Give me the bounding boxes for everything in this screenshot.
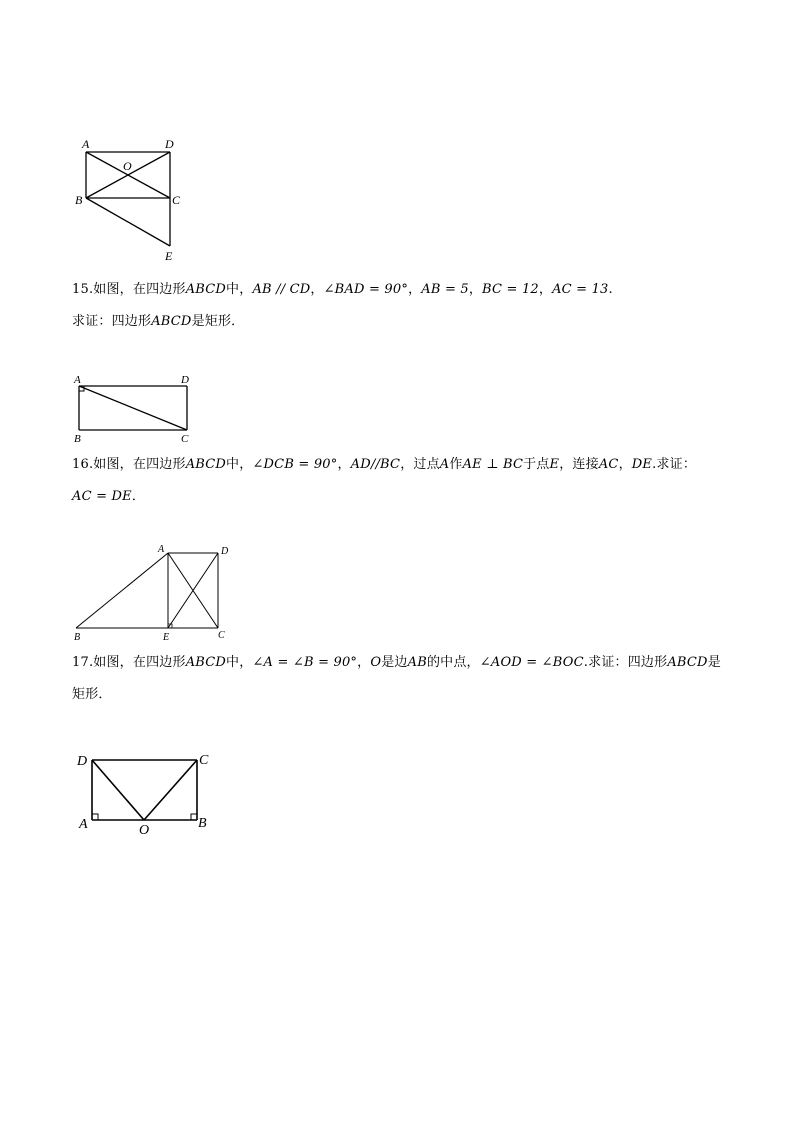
right-angle-mark-a [92, 814, 98, 820]
figure-problem-17 [70, 744, 220, 840]
label-d: D [165, 137, 174, 151]
label-c: C [172, 193, 181, 207]
label-a: A [158, 544, 165, 555]
label-a: A [82, 137, 90, 151]
label-c: C [181, 433, 189, 445]
figure-problem-16 [70, 542, 240, 642]
problem-15-line-2: 求证：四边形ABCD是矩形． [72, 314, 245, 329]
label-c: C [218, 630, 225, 641]
figure-rectangle-with-extension [70, 134, 190, 264]
segment-od [92, 760, 144, 820]
segment-ab [76, 553, 168, 628]
label-b: B [74, 433, 81, 445]
label-d: D [221, 546, 229, 557]
label-b: B [75, 193, 83, 207]
problem-17-line-2: 矩形． [72, 687, 112, 702]
right-angle-mark-b [191, 814, 197, 820]
label-a: A [79, 817, 88, 832]
figure-problem-15 [70, 370, 200, 446]
label-e: E [163, 632, 170, 643]
label-c: C [199, 753, 209, 768]
problem-16-line-1: 16.如图，在四边形ABCD中，∠DCB = 90°，AD//BC，过点A作AE ⊥ BC于点E，连接AC，DE.求证： [72, 457, 697, 472]
label-d: D [181, 374, 189, 386]
label-e: E [165, 249, 173, 263]
label-o: O [139, 823, 150, 838]
problem-17-number: 17. [72, 655, 94, 670]
segment-oc [144, 760, 197, 820]
problem-15-line-1: 15.如图，在四边形ABCD中，AB // CD，∠BAD = 90°，AB = 5，BC = 12，AC = 13. [72, 282, 613, 297]
label-d: D [77, 754, 88, 769]
label-b: B [74, 632, 81, 643]
segment-be [86, 198, 170, 246]
problem-16-line-2: AC = DE． [72, 489, 146, 504]
label-o: O [123, 159, 132, 173]
problem-15-number: 15. [72, 282, 94, 297]
problem-17-line-1: 17.如图，在四边形ABCD中，∠A = ∠B = 90°，O是边AB的中点，∠AOD = ∠BOC.求证：四边形ABCD是 [72, 655, 721, 670]
problem-16-number: 16. [72, 457, 94, 472]
label-b: B [198, 816, 207, 831]
label-a: A [74, 374, 81, 386]
segment-ac [79, 386, 187, 430]
